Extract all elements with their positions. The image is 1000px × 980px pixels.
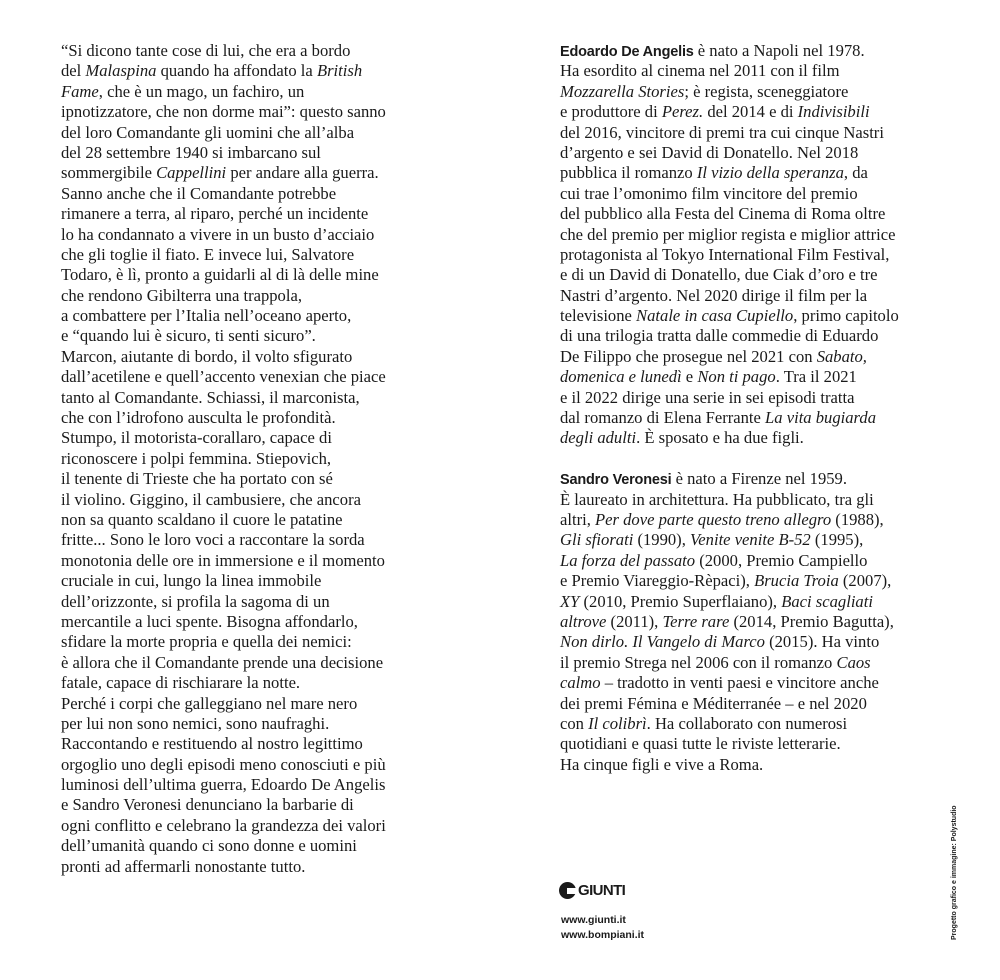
synopsis-line: rimanere a terra, al riparo, perché un incidente (61, 204, 369, 224)
synopsis-line: è allora che il Comandante prende una decisione (61, 652, 384, 672)
bio-line: domenica e lunedì e Non ti pago. Tra il 2021 (560, 367, 857, 387)
bio-line: De Filippo che prosegue nel 2021 con Sabato, (560, 346, 867, 366)
bio-lines (560, 490, 950, 775)
bio-line: e di un David di Donatello, due Ciak d’oro e tre (560, 265, 878, 285)
bio-line: del pubblico alla Festa del Cinema di Roma oltre (560, 204, 886, 224)
synopsis-line: fritte... Sono le loro voci a raccontare la sorda (61, 530, 365, 550)
bio-line: Gli sfiorati (1990), Venite venite B-52 (1995), (560, 530, 864, 550)
bio-line: d’argento e sei David di Donatello. Nel 2018 (560, 142, 859, 162)
bio-line: È laureato in architettura. Ha pubblicato, tra gli (560, 489, 874, 509)
bio-line: pubblica il romanzo Il vizio della speranza, da (560, 163, 868, 183)
synopsis-line: dell’orizzonte, si profila la sagoma di un (61, 591, 330, 611)
synopsis-line: cruciale in cui, lungo la linea immobile (61, 571, 322, 591)
synopsis-text (61, 41, 461, 877)
publisher-urls (561, 913, 644, 943)
synopsis-line: per lui non sono nemici, sono naufraghi. (61, 713, 330, 733)
synopsis-line: Raccontando e restituendo al nostro legittimo (61, 734, 363, 754)
bio-line: protagonista al Tokyo International Film Festival, (560, 244, 890, 264)
synopsis-line: non sa quanto scaldano il cuore le patatine (61, 509, 343, 529)
bio-line: e Premio Viareggio-Rèpaci), Brucia Troia (2007), (560, 571, 892, 591)
bio-line: Ha esordito al cinema nel 2011 con il film (560, 61, 840, 81)
publisher-logo (559, 882, 625, 899)
synopsis-line: riconoscere i polpi femmina. Stiepovich, (61, 448, 332, 468)
bio-line: e produttore di Perez. del 2014 e di Indivisibili (560, 102, 870, 122)
url-bompiani-link[interactable]: www.bompiani.it (561, 929, 645, 941)
publisher-name: GIUNTI (578, 882, 626, 899)
bio-line: Mozzarella Stories; è regista, sceneggiatore (560, 81, 849, 101)
synopsis-line: dall’acetilene e quell’accento venexian che piace (61, 367, 386, 387)
bio-line: degli adulti. È sposato e ha due figli. (560, 428, 804, 448)
bio-line: altri, Per dove parte questo treno allegro (1988), (560, 509, 884, 529)
synopsis-line: Stumpo, il motorista-corallaro, capace di (61, 428, 332, 448)
synopsis-line: luminosi dell’ultima guerra, Edoardo De Angelis (61, 775, 386, 795)
bio-lines (560, 61, 950, 448)
synopsis-line: sommergibile Cappellini per andare alla guerra. (61, 163, 379, 183)
bio-line: dei premi Fémina e Méditerranée – e nel 2020 (560, 693, 867, 713)
bio-line: il premio Strega nel 2006 con il romanzo Caos (560, 652, 871, 672)
author-name: Edoardo De Angelis (560, 44, 694, 60)
synopsis-line: a combattere per l’Italia nell’oceano aperto, (61, 306, 352, 326)
synopsis-line: che gli toglie il fiato. E invece lui, Salvatore (61, 244, 355, 264)
bio-line: XY (2010, Premio Superflaiano), Baci scagliati (560, 591, 873, 611)
synopsis-line: e Sandro Veronesi denunciano la barbarie di (61, 795, 354, 815)
author-bio-veronesi (560, 469, 950, 775)
bio-line: con Il colibrì. Ha collaborato con numerosi (560, 713, 848, 733)
synopsis-line: che con l’idrofono ausculta le profondità. (61, 408, 336, 428)
url-giunti-link[interactable]: www.giunti.it (561, 914, 626, 926)
synopsis-line: che rendono Gibilterra una trappola, (61, 285, 302, 305)
bio-line: Nastri d’argento. Nel 2020 dirige il film per la (560, 285, 868, 305)
author-bios (560, 41, 950, 775)
synopsis-line: “Si dicono tante cose di lui, che era a bordo (61, 41, 351, 60)
bio-line: cui trae l’omonimo film vincitore del premio (560, 183, 858, 203)
synopsis-line: Sanno anche che il Comandante potrebbe (61, 183, 337, 203)
bio-line: televisione Natale in casa Cupiello, primo capitolo (560, 306, 899, 326)
synopsis-line: mercantile a luci spente. Bisogna affondarlo, (61, 611, 358, 631)
synopsis-line: del Malaspina quando ha affondato la British (61, 61, 363, 81)
bio-first-line (560, 469, 950, 489)
giunti-g-logo-icon (559, 882, 576, 899)
synopsis-lines (61, 41, 461, 877)
synopsis-line: ogni conflitto e celebrano la grandezza dei valori (61, 815, 386, 835)
bio-line: calmo – tradotto in venti paesi e vincitore anche (560, 673, 879, 693)
bio-line: La forza del passato (2000, Premio Campiello (560, 550, 868, 570)
synopsis-line: fatale, capace di rischiarare la notte. (61, 673, 301, 693)
synopsis-line: monotonia delle ore in immersione e il momento (61, 550, 385, 570)
synopsis-line: del 28 settembre 1940 si imbarcano sul (61, 142, 321, 162)
design-credit: Progetto grafico e immagine: Polystudio (951, 805, 958, 940)
synopsis-line: il violino. Giggino, il cambusiere, che ancora (61, 489, 361, 509)
bio-line: e il 2022 dirige una serie in sei episodi tratta (560, 387, 855, 407)
synopsis-line: sfidare la morte propria e quella dei nemici: (61, 632, 352, 652)
synopsis-line: Perché i corpi che galleggiano nel mare nero (61, 693, 358, 713)
synopsis-line: orgoglio uno degli episodi meno conosciuti e più (61, 754, 386, 774)
author-bio-de-angelis (560, 41, 950, 449)
bio-line: quotidiani e quasi tutte le riviste letterarie. (560, 734, 841, 754)
bio-line: altrove (2011), Terre rare (2014, Premio Bagutta), (560, 611, 894, 631)
bio-first-line-text: è nato a Napoli nel 1978. (693, 41, 865, 60)
bio-line: del 2016, vincitore di premi tra cui cinque Nastri (560, 122, 884, 142)
bio-line: che del premio per miglior regista e miglior attrice (560, 224, 896, 244)
synopsis-line: ipnotizzatore, che non dorme mai”: questo sanno (61, 102, 386, 122)
synopsis-line: tanto al Comandante. Schiassi, il marconista, (61, 387, 360, 407)
synopsis-line: Marcon, aiutante di bordo, il volto sfigurato (61, 346, 353, 366)
synopsis-line: il tenente di Trieste che ha portato con sé (61, 469, 333, 489)
synopsis-line: dell’umanità quando ci sono donne e uomini (61, 836, 357, 856)
author-name: Sandro Veronesi (560, 472, 672, 489)
synopsis-line: pronti ad affermarli nonostante tutto. (61, 856, 306, 876)
bio-line: dal romanzo di Elena Ferrante La vita bugiarda (560, 408, 876, 428)
bio-first-line-text: è nato a Firenze nel 1959. (671, 469, 847, 489)
bio-first-line (560, 41, 950, 61)
synopsis-line: Fame, che è un mago, un fachiro, un (61, 81, 305, 101)
bio-line: Non dirlo. Il Vangelo di Marco (2015). Ha vinto (560, 632, 880, 652)
bio-line: Ha cinque figli e vive a Roma. (560, 754, 764, 774)
bio-line: di una trilogia tratta dalle commedie di Eduardo (560, 326, 879, 346)
synopsis-line: e “quando lui è sicuro, ti senti sicuro”. (61, 326, 316, 346)
synopsis-line: Todaro, è lì, pronto a guidarli al di là delle mine (61, 265, 379, 285)
synopsis-line: lo ha condannato a vivere in un busto d’acciaio (61, 224, 375, 244)
synopsis-line: del loro Comandante gli uomini che all’alba (61, 122, 355, 142)
